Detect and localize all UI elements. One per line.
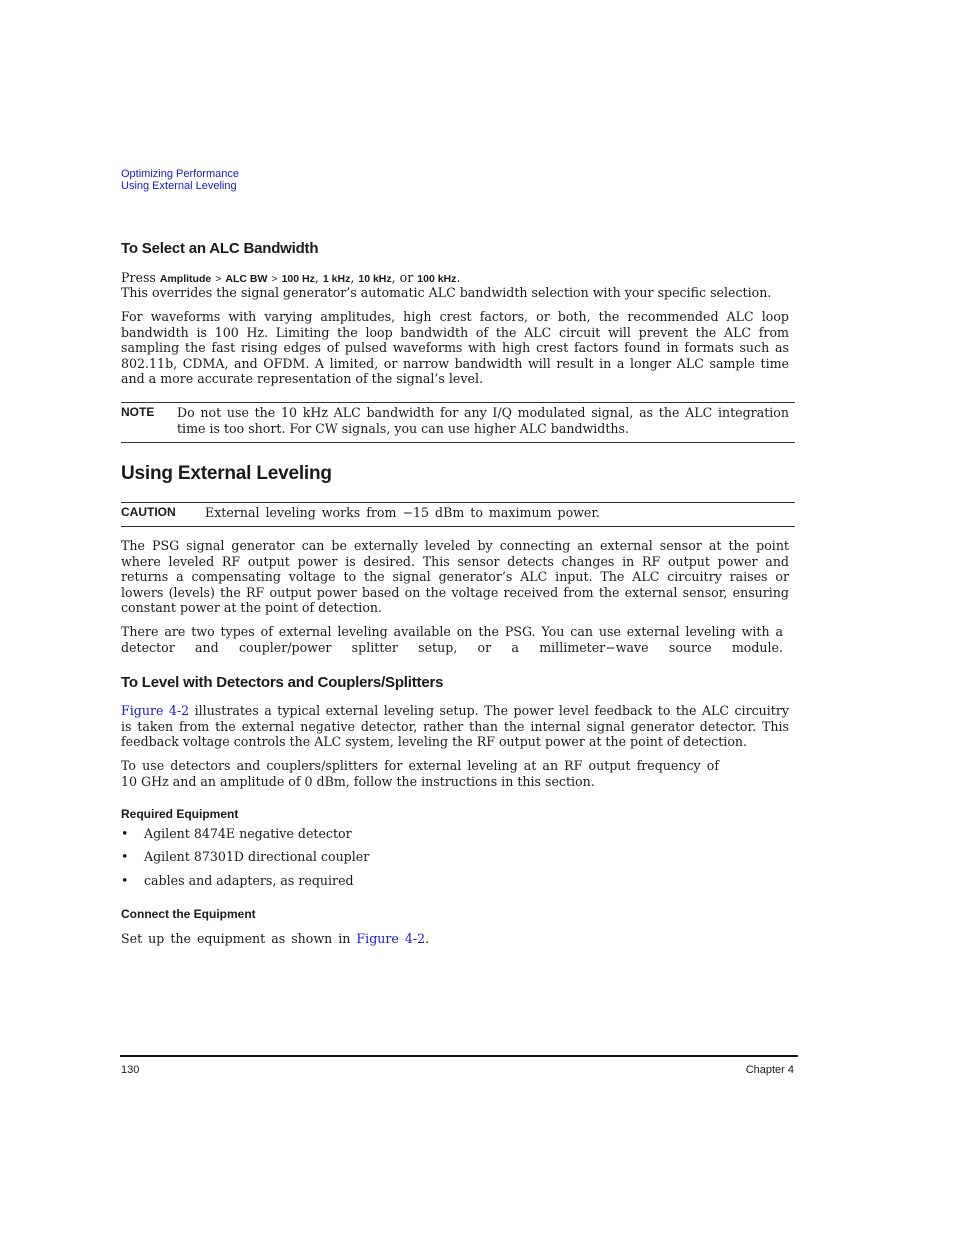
key-separator: >: [215, 273, 222, 285]
override-paragraph: [121, 285, 795, 301]
equipment-item-text: cables and adapters, as required: [144, 873, 354, 888]
paragraph-line: There are two types of external leveling available on the PSG. You can use external leveling with a: [121, 624, 783, 639]
paragraph-line: constant power at the point of detection.: [121, 600, 383, 616]
option-1khz-key: 1 kHz: [322, 273, 351, 285]
note-text: [177, 405, 789, 436]
paragraph-line: returns a compensating voltage to the signal generator’s ALC input. The ALC circuitry raises or: [121, 569, 789, 585]
paragraph-line: where leveled RF output power is desired. This sensor detects changes in RF output power and: [121, 553, 789, 569]
instructions-paragraph: [121, 758, 719, 789]
caution-label: CAUTION: [121, 505, 176, 519]
equipment-item-text: Agilent 8474E negative detector: [144, 826, 352, 841]
connect-instruction: [121, 931, 429, 946]
equipment-list-item: [121, 849, 369, 864]
paragraph-line: bandwidth is 100 Hz. Limiting the loop bandwidth of the ALC circuit will prevent the ALC from: [121, 324, 789, 340]
footer-rule: [120, 1055, 798, 1057]
detectors-couplers-heading: To Level with Detectors and Couplers/Splitters: [121, 674, 444, 691]
paragraph-line: 10 GHz and an amplitude of 0 dBm, follow the instructions in this section.: [121, 773, 595, 789]
comma: ,: [350, 270, 355, 285]
breadcrumb-chapter-link[interactable]: Optimizing Performance: [121, 168, 239, 180]
connect-equipment-heading: Connect the Equipment: [121, 907, 256, 921]
paragraph-line: [121, 703, 789, 719]
connect-text: Set up the equipment as shown in: [121, 931, 351, 946]
required-equipment-heading: Required Equipment: [121, 807, 239, 821]
note-bottom-rule: [121, 442, 795, 443]
caution-text: External leveling works from −15 dBm to maximum power.: [205, 505, 601, 520]
figure-4-2-link[interactable]: Figure 4-2: [121, 703, 190, 718]
paragraph-line: For waveforms with varying amplitudes, high crest factors, or both, the recommended ALC loop: [121, 309, 789, 324]
paragraph-line: sampling the fast rising edges of pulsed waveforms with high crest factors found in formats such as: [121, 340, 789, 356]
bullet-icon: •: [121, 826, 129, 841]
or-text: , or: [391, 270, 414, 285]
override-text: This overrides the signal generator’s automatic ALC bandwidth selection with your specific selection.: [121, 285, 772, 300]
amplitude-key: Amplitude: [159, 273, 212, 285]
external-leveling-heading: Using External Leveling: [121, 463, 332, 484]
comma: ,: [314, 270, 319, 285]
equipment-list-item: [121, 826, 352, 841]
alc-bandwidth-heading: To Select an ALC Bandwidth: [121, 240, 319, 257]
paragraph-line: and a more accurate representation of the signal’s level.: [121, 371, 483, 387]
paragraph-line: To use detectors and couplers/splitters for external leveling at an RF output frequency of: [121, 758, 719, 773]
equipment-item-text: Agilent 87301D directional coupler: [144, 849, 370, 864]
paragraph-line: 802.11b, CDMA, and OFDM. A limited, or narrow bandwidth will result in a longer ALC sample time: [121, 355, 789, 371]
note-top-rule: [121, 402, 795, 403]
figure-description-paragraph: [121, 703, 789, 750]
breadcrumb-section-link[interactable]: Using External Leveling: [121, 180, 237, 192]
caution-bottom-rule: [121, 526, 795, 527]
alc-bw-key: ALC BW: [225, 273, 268, 285]
paragraph-line: The PSG signal generator can be externally leveled by connecting an external sensor at the point: [121, 538, 789, 553]
page-number: 130: [121, 1064, 140, 1076]
caution-top-rule: [121, 502, 795, 503]
leveling-types-paragraph: [121, 624, 783, 655]
option-10khz-key: 10 kHz: [358, 273, 392, 285]
chapter-label: Chapter 4: [745, 1064, 794, 1076]
note-line: time is too short. For CW signals, you can use higher ALC bandwidths.: [177, 420, 630, 436]
paragraph-line-rest: illustrates a typical external leveling setup. The power level feedback to the ALC circuitry: [189, 703, 789, 718]
key-separator: >: [271, 273, 278, 285]
breadcrumb: [121, 168, 239, 192]
press-instruction: [121, 270, 460, 285]
period: .: [425, 931, 430, 946]
equipment-list-item: [121, 873, 354, 888]
paragraph-line: is taken from the external negative detector, rather than the internal signal generator detector. This: [121, 718, 789, 734]
note-label: NOTE: [121, 405, 155, 419]
figure-4-2-link[interactable]: Figure 4-2: [356, 931, 426, 946]
paragraph-line: detector and coupler/power splitter setup, or a millimeter−wave source module.: [121, 639, 783, 655]
paragraph-line: feedback voltage controls the ALC system, leveling the RF output power at the point of detection.: [121, 734, 748, 750]
period: .: [456, 270, 461, 285]
option-100hz-key: 100 Hz: [281, 273, 315, 285]
paragraph-line: lowers (levels) the RF output power based on the voltage received from the external sensor, ensuring: [121, 584, 789, 600]
note-line: Do not use the 10 kHz ALC bandwidth for any I/Q modulated signal, as the ALC integration: [177, 405, 789, 420]
press-prefix: Press: [121, 270, 156, 285]
bullet-icon: •: [121, 849, 129, 864]
option-100khz-key: 100 kHz: [417, 273, 457, 285]
bullet-icon: •: [121, 873, 129, 888]
external-leveling-paragraph: [121, 538, 789, 616]
waveform-paragraph: [121, 309, 789, 387]
